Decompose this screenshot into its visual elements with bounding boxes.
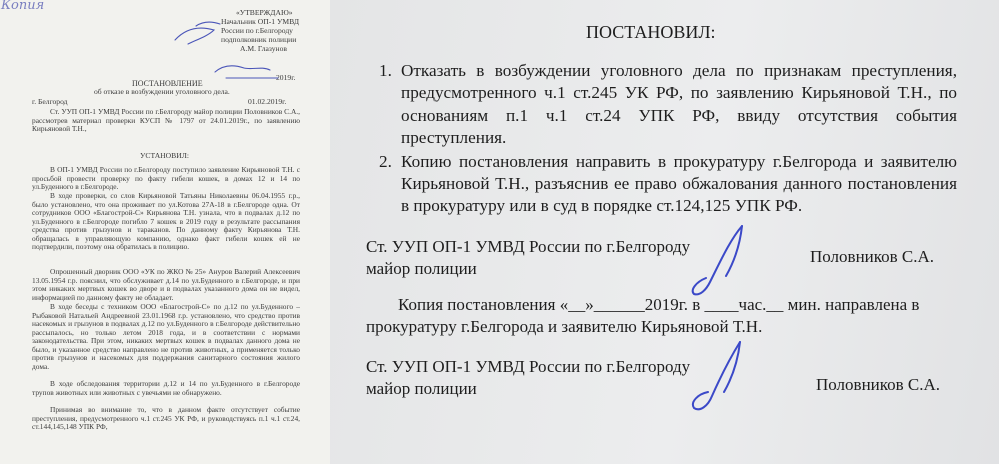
signer-rank: майор полиции bbox=[366, 259, 477, 278]
approve-line-3: подполковник полиции bbox=[221, 35, 297, 44]
copy-stamp: Копия bbox=[1, 0, 45, 13]
left-document-page bbox=[0, 0, 330, 464]
doc-subtitle: об отказе в возбуждении уголовного дела. bbox=[94, 87, 230, 96]
signature-1 bbox=[680, 222, 770, 302]
signer-name: Половников С.А. bbox=[810, 247, 935, 266]
approve-line-4: А.М. Глазунов bbox=[240, 44, 287, 53]
paragraph-5: В ходе обследования территории д.12 и 14 по ул.Буденного в г.Белгороде трупов животных или животных с увечьями не обнаружено. bbox=[32, 379, 300, 397]
resolution-item bbox=[379, 151, 957, 218]
resolved-heading: ПОСТАНОВИЛ: bbox=[586, 22, 716, 42]
signer2-rank: майор полиции bbox=[366, 379, 477, 398]
right-document-page bbox=[330, 0, 999, 464]
paragraph-1: В ОП-1 УМВД России по г.Белгороду поступило заявление Кирьяновой Т.Н. с просьбой провести проверку по факту гибели кошек, в домах 12 и 14 по ул.Буденного в г.Белгороде. bbox=[32, 165, 300, 192]
established-heading: УСТАНОВИЛ: bbox=[140, 151, 189, 160]
copy-sent-line-2: прокуратуру г.Белгорода и заявителю Кирьяновой Т.Н. bbox=[366, 317, 763, 336]
approve-line-2: России по г.Белгороду bbox=[221, 26, 293, 35]
approve-date: 2019г. bbox=[276, 73, 296, 82]
signature-2 bbox=[680, 336, 770, 416]
signer-position: Ст. УУП ОП-1 УМВД России по г.Белгороду bbox=[366, 237, 691, 256]
doc-title: ПОСТАНОВЛЕНИЕ bbox=[132, 79, 203, 88]
approve-signature-mark bbox=[0, 0, 330, 90]
item-text: Отказать в возбуждении уголовного дела по признакам преступления, предусмотренного ч.1 ст.245 УК РФ, по заявлению Кирьяновой Т.Н., по основаниям п.1 ч.1 ст.24 УПК РФ, ввиду отсутствия события преступления. bbox=[401, 61, 957, 148]
doc-city: г. Белгород bbox=[32, 97, 68, 106]
approve-title: «УТВЕРЖДАЮ» bbox=[236, 8, 293, 17]
item-number: 1. bbox=[379, 61, 392, 80]
item-number: 2. bbox=[379, 151, 392, 171]
resolution-item bbox=[379, 60, 957, 150]
signer2-position: Ст. УУП ОП-1 УМВД России по г.Белгороду bbox=[366, 357, 691, 376]
item-text: Копию постановления направить в прокуратуру г.Белгорода и заявителю Кирьяновой Т.Н., разъяснив ее право обжалования данного постановления в прокуратуру или в суд в порядке ст.124,125 УПК РФ. bbox=[401, 151, 957, 216]
signer2-name: Половников С.А. bbox=[816, 375, 941, 394]
resolution-list bbox=[379, 60, 957, 219]
approve-line-1: Начальник ОП-1 УМВД bbox=[221, 17, 300, 26]
paragraph-4: В ходе беседы с техником ООО «Благострой-С» по д.12 по ул.Буденного – Рыбаковой Натальей Андреевной 23.01.1968 г.р. установлено, что средство против насекомых и грызунов в подвалах д.12 по ул.Буденного в г.Белгороде действительно рассыпалось, но только летом 2018 года, и в соответствии с нормами законодательства. При этом, никаких мертвых кошек в подвалах данного дома не было, и указанное средство направлено не против животных, а применяется только против грызунов и насекомых для поддержания санитарного состояния жилого дома. bbox=[32, 302, 300, 371]
copy-sent-line-1: Копия постановления «__»______2019г. в ____час.__ мин. направлена в bbox=[398, 295, 920, 314]
intro-paragraph: Ст. УУП ОП-1 УМВД России по г.Белгороду майор полиции Половников С.А., рассмотрев материал проверки КУСП № 1797 от 24.01.2019г., по заявлению Кирьяновой Т.Н., bbox=[32, 107, 300, 134]
paragraph-3: Опрошенный дворник ООО «УК по ЖКО № 25» Ануров Валерий Алексеевич 13.05.1954 г.р. пояснил, что обслуживает д.14 по ул.Буденного в г.Белгороде, и при этом никаких мертвых кошек во дворе и в подвалах указанного дома он не видел, информацией по данному факту не обладает. bbox=[32, 267, 300, 302]
paragraph-6: Принимая во внимание то, что в данном факте отсутствует событие преступления, предусмотренного ч.1 ст.245 УК РФ, и руководствуясь п.1 ч.1 ст.24, ст.144,145,148 УПК РФ, bbox=[32, 405, 300, 432]
doc-date: 01.02.2019г. bbox=[248, 97, 287, 106]
paragraph-2: В ходе проверки, со слов Кирьяновой Татьяны Николаевны 06.04.1955 г.р., было установлено, что она проживает по ул.Котова 27А-18 в г.Белгороде одна. От сотрудников ООО «Благострой-С» Кирьянова Т.Н. узнала, что в подвалах д.12 по ул.Буденного в г.Белгороде погибло 7 кошек в 2019 году в результате рассыпания средства против грызунов и тараканов. По данному факту Кирьянова Т.Н. обращалась в управляющую компанию, однако факт гибели кошек ей не подтвердили, поэтому она обратилась в полицию. bbox=[32, 191, 300, 252]
